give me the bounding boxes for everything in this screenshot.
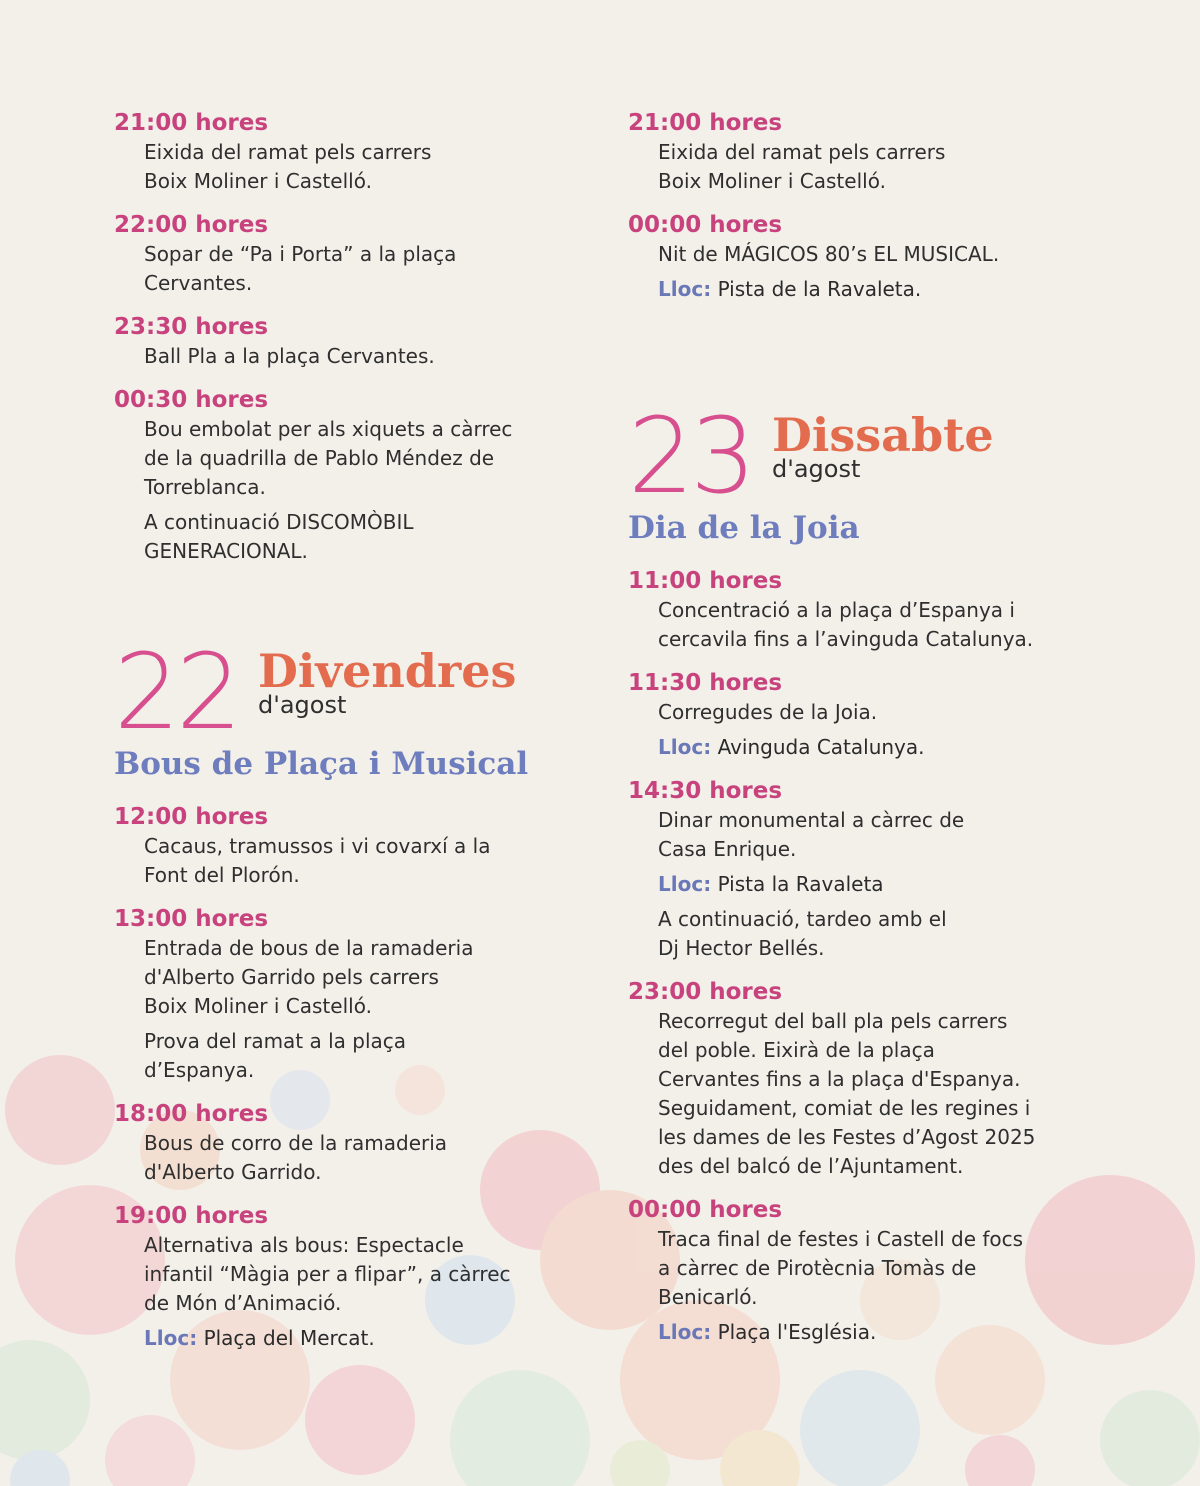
event-time: 12:00 hores (114, 804, 269, 830)
day-name: Divendres (258, 644, 517, 698)
day-subtitle: Bous de Plaça i Musical (114, 746, 529, 782)
event-text: Font del Plorón. (144, 863, 300, 887)
event-text: Bou embolat per als xiquets a càrrec (144, 417, 513, 441)
location-label: Lloc: (658, 1320, 712, 1344)
event-location (658, 1318, 1148, 1347)
event-text: Benicarló. (658, 1285, 758, 1309)
schedule-entry (114, 385, 584, 566)
event-time: 21:00 hores (114, 110, 269, 136)
event-text: les dames de les Festes d’Agost 2025 (658, 1125, 1036, 1149)
event-text: cercavila fins a l’avinguda Catalunya. (658, 627, 1034, 651)
schedule-entry (114, 802, 584, 890)
schedule-entry (628, 977, 1148, 1181)
event-text: Eixida del ramat pels carrers (658, 140, 946, 164)
event-text: Seguidament, comiat de les regines i (658, 1096, 1031, 1120)
event-location (658, 275, 1148, 304)
event-text: Cervantes fins a la plaça d'Espanya. (658, 1067, 1021, 1091)
event-time: 18:00 hores (114, 1101, 269, 1127)
event-text: Corregudes de la Joia. (658, 700, 878, 724)
event-text: Torreblanca. (144, 475, 266, 499)
event-text: Ball Pla a la plaça Cervantes. (144, 344, 435, 368)
event-text: Eixida del ramat pels carrers (144, 140, 432, 164)
schedule-entry (114, 1201, 584, 1353)
event-time: 23:30 hores (114, 314, 269, 340)
event-text: Entrada de bous de la ramaderia (144, 936, 474, 960)
event-time: 22:00 hores (114, 212, 269, 238)
location-label: Lloc: (658, 735, 712, 759)
event-time: 21:00 hores (628, 110, 783, 136)
schedule-entry (114, 312, 584, 371)
schedule-entry (114, 210, 584, 298)
event-time: 13:00 hores (114, 906, 269, 932)
event-text: Recorregut del ball pla pels carrers (658, 1009, 1008, 1033)
day-header (628, 395, 1148, 517)
event-text: Nit de MÁGICOS 80’s EL MUSICAL. (658, 242, 1000, 266)
event-text: des del balcó de l’Ajuntament. (658, 1154, 964, 1178)
location-value: Plaça l'Església. (717, 1320, 877, 1344)
event-text: Cervantes. (144, 271, 253, 295)
event-text: de la quadrilla de Pablo Méndez de (144, 446, 495, 470)
left-column (114, 108, 584, 1367)
location-value: Pista la Ravaleta (717, 872, 884, 896)
day-header (114, 631, 584, 753)
schedule-entry (628, 566, 1148, 654)
location-label: Lloc: (658, 277, 712, 301)
event-time: 19:00 hores (114, 1203, 269, 1229)
day-number: 22 (114, 631, 239, 753)
event-text: A continuació, tardeo amb el (658, 907, 947, 931)
location-value: Pista de la Ravaleta. (717, 277, 922, 301)
schedule-entry (628, 1195, 1148, 1347)
event-text: Traca final de festes i Castell de focs (658, 1227, 1024, 1251)
event-text: Bous de corro de la ramaderia (144, 1131, 448, 1155)
event-text: Cacaus, tramussos i vi covarxí a la (144, 834, 491, 858)
location-label: Lloc: (144, 1326, 198, 1350)
schedule-entry (628, 210, 1148, 304)
event-text: infantil “Màgia per a flipar”, a càrrec (144, 1262, 511, 1286)
event-text: d’Espanya. (144, 1058, 255, 1082)
schedule-entry (114, 108, 584, 196)
event-text: Prova del ramat a la plaça (144, 1029, 407, 1053)
event-text: Boix Moliner i Castelló. (144, 994, 372, 1018)
event-location (144, 1324, 584, 1353)
event-time: 00:00 hores (628, 212, 783, 238)
event-text: de Món d’Animació. (144, 1291, 342, 1315)
event-text: del poble. Eixirà de la plaça (658, 1038, 935, 1062)
right-column (628, 108, 1148, 1361)
event-text: Boix Moliner i Castelló. (658, 169, 886, 193)
event-text: Dinar monumental a càrrec de (658, 808, 965, 832)
schedule-entry (628, 668, 1148, 762)
schedule-entry (628, 108, 1148, 196)
schedule-entry (628, 776, 1148, 963)
day-number: 23 (628, 395, 753, 517)
location-value: Plaça del Mercat. (203, 1326, 375, 1350)
event-time: 11:00 hores (628, 568, 783, 594)
event-location (658, 733, 1148, 762)
event-time: 14:30 hores (628, 778, 783, 804)
schedule-entry (114, 904, 584, 1085)
event-text: d'Alberto Garrido pels carrers (144, 965, 439, 989)
event-text: Sopar de “Pa i Porta” a la plaça (144, 242, 457, 266)
event-text: d'Alberto Garrido. (144, 1160, 322, 1184)
event-text: a càrrec de Pirotècnia Tomàs de (658, 1256, 977, 1280)
day-month: d'agost (772, 455, 861, 483)
event-text: GENERACIONAL. (144, 539, 308, 563)
event-text: Alternativa als bous: Espectacle (144, 1233, 464, 1257)
day-month: d'agost (258, 691, 347, 719)
event-location (658, 870, 1148, 899)
location-value: Avinguda Catalunya. (717, 735, 925, 759)
event-text: Boix Moliner i Castelló. (144, 169, 372, 193)
event-time: 23:00 hores (628, 979, 783, 1005)
event-text: Dj Hector Bellés. (658, 936, 825, 960)
event-time: 00:30 hores (114, 387, 269, 413)
event-text: A continuació DISCOMÒBIL (144, 510, 414, 534)
event-time: 00:00 hores (628, 1197, 783, 1223)
event-time: 11:30 hores (628, 670, 783, 696)
location-label: Lloc: (658, 872, 712, 896)
schedule-entry (114, 1099, 584, 1187)
event-text: Concentració a la plaça d’Espanya i (658, 598, 1015, 622)
day-subtitle: Dia de la Joia (628, 510, 860, 546)
event-text: Casa Enrique. (658, 837, 797, 861)
day-name: Dissabte (772, 408, 994, 462)
